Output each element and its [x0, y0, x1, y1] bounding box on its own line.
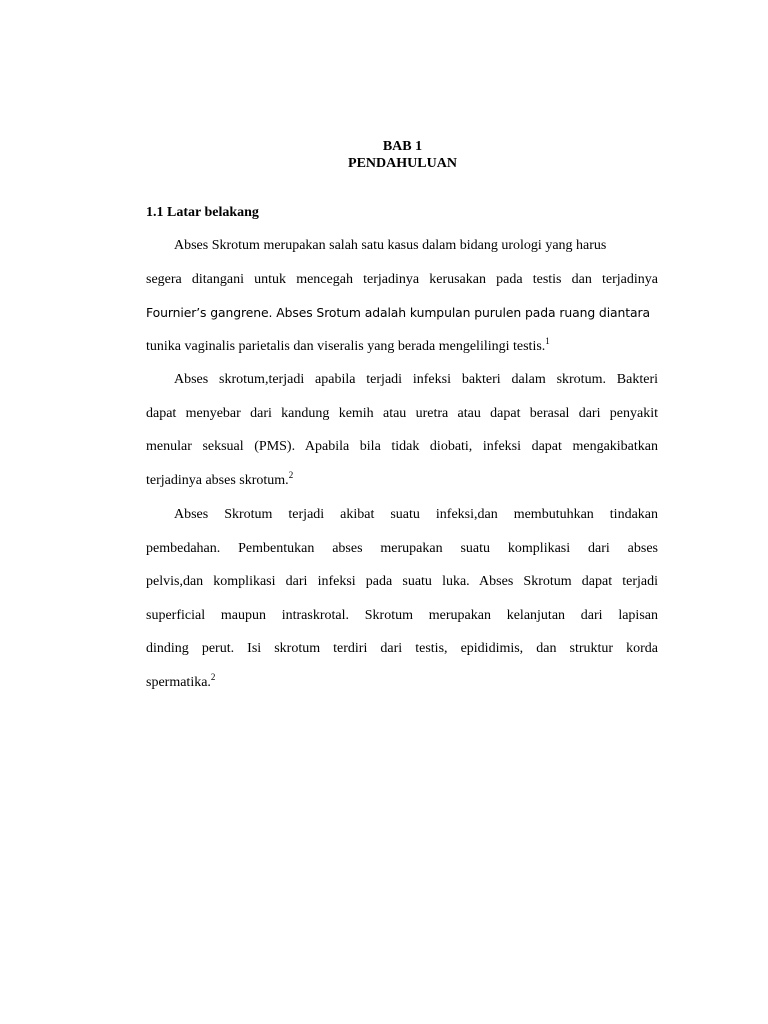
paragraph-line: pelvis,dan komplikasi dari infeksi pada suatu luka. Abses Skrotum dapat terjadi	[146, 574, 658, 589]
paragraph-2	[146, 371, 658, 505]
paragraph-text: tunika vaginalis parietalis dan viseralis yang berada mengelilingi testis.	[146, 338, 546, 354]
paragraph-line-last	[146, 469, 658, 489]
paragraph-line-last	[146, 671, 658, 691]
chapter-number: BAB 1	[382, 139, 423, 154]
section-heading: 1.1 Latar belakang	[146, 205, 259, 220]
paragraph-line-last	[146, 335, 658, 355]
chapter-title: PENDAHULUAN	[348, 156, 457, 171]
paragraph-line: superficial maupun intraskrotal. Skrotum merupakan kelanjutan dari lapisan	[146, 607, 658, 623]
paragraph-line: segera ditangani untuk mencegah terjadinya kerusakan pada testis dan terjadinya	[146, 271, 658, 287]
paragraph-line: Abses Skrotum merupakan salah satu kasus dalam bidang urologi yang harus	[174, 238, 607, 253]
paragraph-line: pembedahan. Pembentukan abses merupakan suatu komplikasi dari abses	[146, 540, 658, 556]
paragraph-line: dapat menyebar dari kandung kemih atau uretra atau dapat berasal dari penyakit	[146, 405, 658, 421]
paragraph-line: Abses skrotum,terjadi apabila terjadi infeksi bakteri dalam skrotum. Bakteri	[174, 372, 658, 387]
footnote-ref: 2	[288, 469, 294, 480]
paragraph-line: dinding perut. Isi skrotum terdiri dari testis, epididimis, dan struktur korda	[146, 641, 658, 656]
paragraph-line: Abses Skrotum terjadi akibat suatu infeksi,dan membutuhkan tindakan	[174, 507, 658, 522]
paragraph-line: Fournier’s gangrene. Abses Srotum adalah kumpulan purulen pada ruang diantara	[146, 305, 651, 320]
paragraph-3	[146, 506, 658, 707]
paragraph-text: terjadinya abses skrotum.	[146, 472, 289, 488]
paragraph-1	[146, 237, 658, 371]
footnote-ref: 2	[210, 671, 216, 682]
paragraph-line: menular seksual (PMS). Apabila bila tidak diobati, infeksi dapat mengakibatkan	[146, 439, 658, 454]
footnote-ref: 1	[545, 335, 550, 346]
paragraph-text: spermatika.	[146, 674, 211, 690]
